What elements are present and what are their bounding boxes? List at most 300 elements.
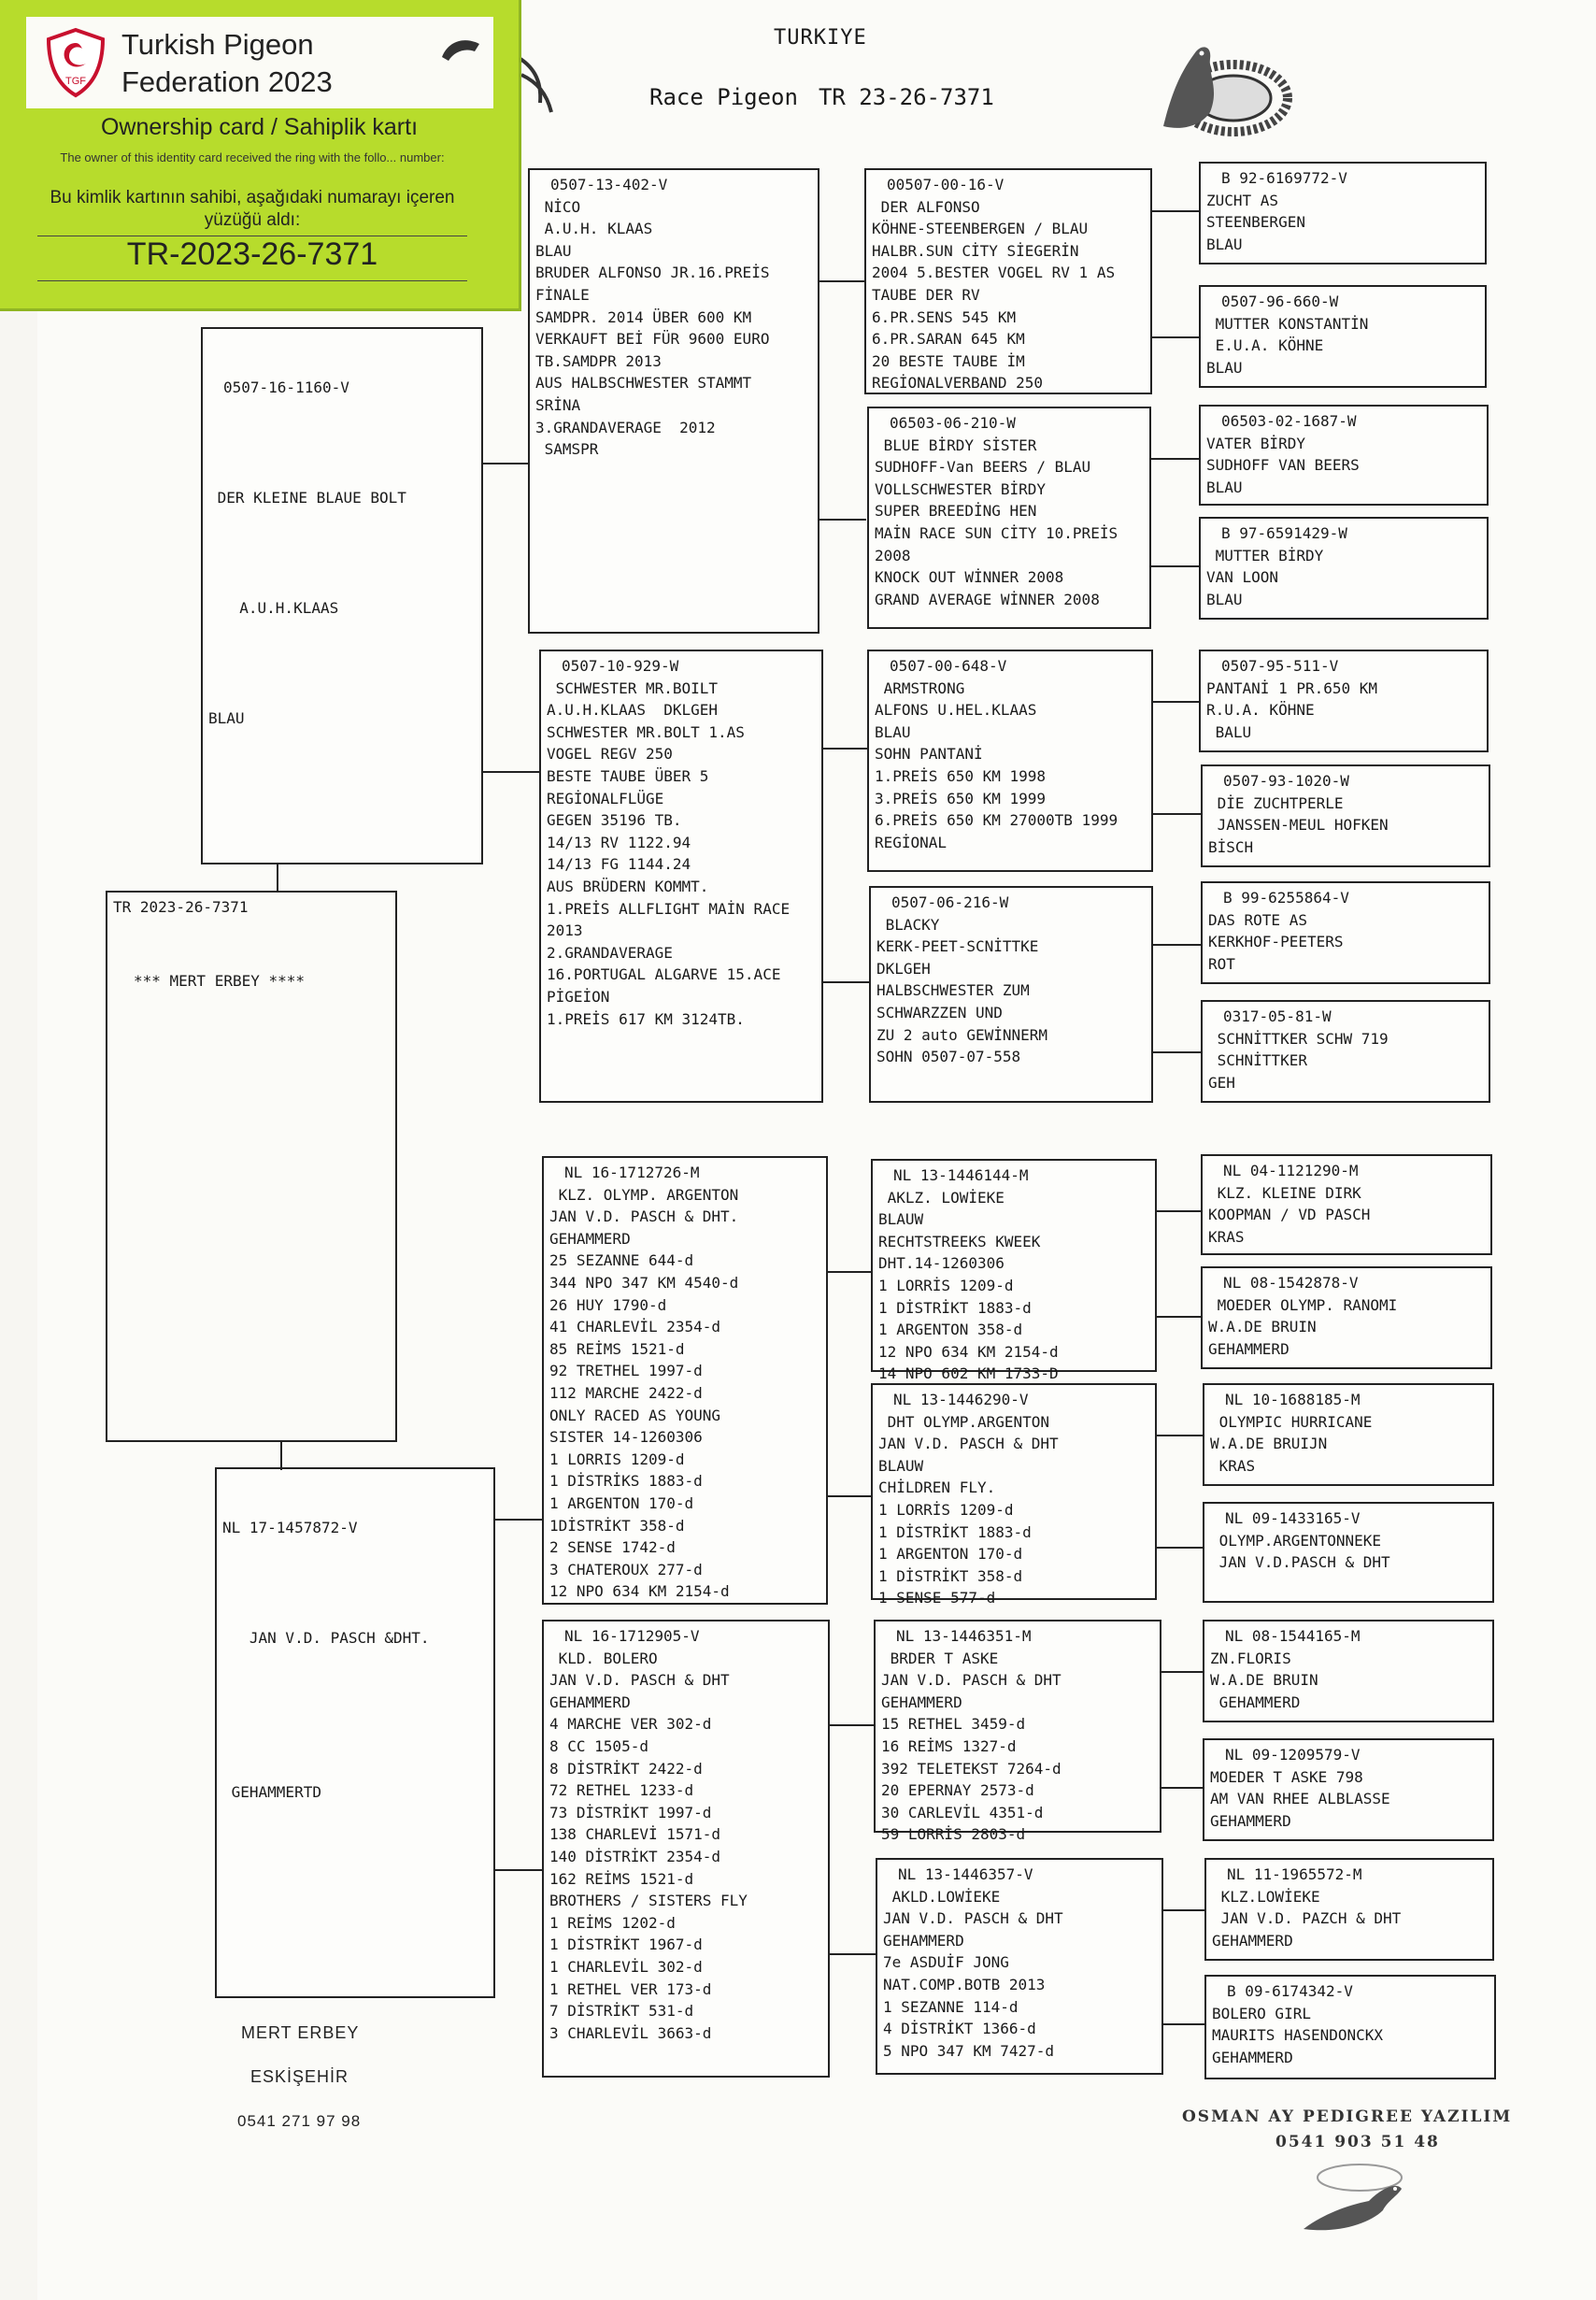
pedigree-line: BOLERO GIRL (1212, 2004, 1311, 2022)
pedigree-line: 2013 (547, 921, 583, 940)
pedigree-ring: 0507-10-929-W (562, 657, 679, 675)
pedigree-ring: NL 08-1542878-V (1223, 1274, 1359, 1292)
pedigree-line: GEH (1208, 1073, 1235, 1092)
pedigree-line: AUS HALBSCHWESTER STAMMT (535, 374, 752, 393)
connector-line (1163, 2023, 1205, 2025)
pedigree-line: 16.PORTUGAL ALGARVE 15.ACE (547, 965, 781, 984)
pedigree-line: FİNALE (535, 285, 590, 304)
pedigree-box (1203, 1383, 1494, 1486)
pedigree-box (869, 886, 1153, 1103)
pedigree-line: 8 CC 1505-d (549, 1736, 648, 1755)
pedigree-line: 1.PREİS 650 KM 1998 (875, 766, 1047, 785)
pedigree-ring: NL 10-1688185-M (1225, 1391, 1361, 1408)
pedigree-line: 15 RETHEL 3459-d (881, 1715, 1026, 1734)
pedigree-line: VOGEL REGV 250 (547, 745, 673, 764)
pedigree-line: JAN V.D.PASCH & DHT (1210, 1553, 1390, 1572)
pedigree-line: 1 DİSTRİKS 1883-d (549, 1472, 703, 1491)
connector-line (830, 1724, 875, 1726)
pedigree-line: MAURITS HASENDONCKX (1212, 2026, 1384, 2045)
pedigree-line: STEENBERGEN (1206, 213, 1305, 232)
pedigree-line: KLZ. KLEINE DIRK (1208, 1183, 1361, 1202)
pedigree-box (1199, 162, 1487, 264)
pedigree-line: GEHAMMERD (549, 1229, 631, 1248)
pedigree-ring: 0507-95-511-V (1221, 657, 1339, 675)
federation-logo-icon (43, 26, 108, 99)
pedigree-line: 1 DİSTRİKT 1883-d (878, 1522, 1032, 1541)
pedigree-box (542, 1156, 828, 1605)
pedigree-ring: 00507-00-16-V (887, 176, 1005, 193)
pedigree-line: 1 RETHEL VER 173-d (549, 1979, 712, 1998)
pedigree-line: ZN.FLORIS (1210, 1649, 1291, 1667)
pedigree-line: A.U.H. KLAAS (535, 220, 653, 238)
pedigree-line: HALBR.SUN CİTY SİEGERİN (872, 241, 1079, 260)
pedigree-line: MAİN RACE SUN CİTY 10.PREİS (875, 523, 1119, 542)
pedigree-line: VERKAUFT BEİ FÜR 9600 EURO (535, 330, 770, 349)
pedigree-line: 8 DİSTRİKT 2422-d (549, 1759, 703, 1778)
connector-line (1157, 1316, 1202, 1318)
footer-software: OSMAN AY PEDIGREE YAZILIM (1182, 2107, 1513, 2126)
connector-line (277, 864, 278, 893)
pedigree-ring: NL 17-1457872-V (222, 1519, 358, 1537)
pedigree-line: 4 DİSTRİKT 1366-d (883, 2020, 1036, 2038)
connector-line (1151, 458, 1200, 460)
pedigree-line: BLUE BİRDY SİSTER (875, 436, 1037, 454)
pedigree-line: DKLGEH (876, 959, 931, 978)
pedigree-line: JAN V.D. PASCH & DHT (549, 1671, 730, 1690)
pedigree-box (876, 1858, 1163, 2075)
page-title (649, 84, 994, 110)
pedigree-line: R.U.A. KÖHNE (1206, 701, 1315, 720)
pedigree-line: 14/13 RV 1122.94 (547, 833, 691, 851)
pedigree-line: BLACKY (876, 915, 940, 934)
pedigree-line: ARMSTRONG (875, 679, 965, 697)
pedigree-line: 25 SEZANNE 644-d (549, 1251, 694, 1270)
pedigree-line: 1 DİSTRİKT 1967-d (549, 1936, 703, 1954)
pedigree-line: 1 CHARLEVİL 302-d (549, 1957, 703, 1976)
pedigree-box (1204, 1975, 1496, 2079)
pedigree-line: 5 NPO 347 KM 7427-d (883, 2041, 1055, 2060)
pedigree-line: KLZ.LOWİEKE (1212, 1887, 1320, 1906)
connector-line (828, 1495, 873, 1497)
pedigree-ring: 0507-13-402-V (550, 176, 668, 193)
pedigree-line: KLD. BOLERO (549, 1649, 658, 1667)
connector-line (1152, 210, 1199, 212)
pedigree-ring: NL 09-1433165-V (1225, 1509, 1361, 1527)
card-federation-line2: Federation 2023 (121, 65, 333, 98)
pedigree-box (874, 1620, 1161, 1844)
pedigree-line: 16 REİMS 1327-d (881, 1736, 1017, 1755)
pedigree-line: REGİONALVERBAND 250 (872, 374, 1044, 393)
pedigree-box (1201, 881, 1490, 984)
pedigree-line: SCHWESTER MR.BOLT 1.AS (547, 722, 745, 741)
connector-line (1163, 1909, 1205, 1911)
pedigree-box (867, 407, 1151, 629)
pedigree-line: 1.PREİS ALLFLIGHT MAİN RACE (547, 899, 791, 918)
connector-line (1152, 336, 1199, 338)
subject-owner: *** MERT ERBEY **** (134, 972, 306, 990)
pedigree-line: 92 TRETHEL 1997-d (549, 1362, 703, 1380)
pedigree-line: 6.PR.SENS 545 KM (872, 307, 1017, 326)
pigeon-logo-icon (1145, 33, 1294, 140)
pedigree-line: 7 DİSTRİKT 531-d (549, 2002, 694, 2021)
pedigree-line: NİCO (535, 197, 581, 216)
pedigree-line: 138 CHARLEVİ 1571-d (549, 1825, 721, 1844)
pedigree-ring: 06503-02-1687-W (1221, 412, 1357, 430)
pedigree-line: AKLD.LOWİEKE (883, 1887, 1001, 1906)
pedigree-ring: B 99-6255864-V (1223, 889, 1349, 907)
pedigree-line: HALBSCHWESTER ZUM (876, 981, 1030, 1000)
pedigree-line: 12 NPO 634 KM 2154-d (878, 1342, 1059, 1361)
pedigree-line: VAN LOON (1206, 568, 1279, 587)
footer-owner-name: MERT ERBEY (241, 2023, 360, 2042)
pedigree-line: SAMDPR. 2014 ÜBER 600 KM (535, 307, 752, 326)
pedigree-line: DER ALFONSO (872, 197, 980, 216)
pedigree-line: 1 LORRIS 1209-d (549, 1450, 685, 1468)
pedigree-line: SUPER BREEDİNG HEN (875, 502, 1037, 521)
connector-line (483, 463, 530, 464)
pedigree-line: ONLY RACED AS YOUNG (549, 1406, 721, 1424)
pedigree-line: SCHWESTER MR.BOILT (547, 679, 719, 697)
pedigree-line: SUDHOFF VAN BEERS (1206, 456, 1360, 475)
pedigree-box (864, 168, 1152, 394)
pedigree-ring: NL 13-1446357-V (898, 1865, 1033, 1883)
pedigree-line: JANSSEN-MEUL HOFKEN (1208, 816, 1389, 835)
card-text-en: The owner of this identity card received the ring with the follo... number: (60, 150, 445, 164)
pedigree-line: BİSCH (1208, 837, 1254, 856)
pedigree-line: BALU (1206, 722, 1252, 741)
pedigree-line: OLYMPIC HURRICANE (1210, 1412, 1373, 1431)
footer-phone: 0541 271 97 98 (237, 2112, 362, 2130)
pedigree-line: KOOPMAN / VD PASCH (1208, 1206, 1371, 1224)
pedigree-line: 2004 5.BESTER VOGEL RV 1 AS (872, 264, 1116, 282)
connector-line (819, 280, 866, 282)
pedigree-line: JAN V.D. PASCH & DHT (878, 1435, 1059, 1453)
card-text-tr: Bu kimlik kartının sahibi, aşağıdaki numarayı içeren yüzüğü aldı: (50, 188, 455, 230)
pedigree-box (871, 1159, 1157, 1383)
pedigree-line: 1 ARGENTON 358-d (878, 1321, 1023, 1339)
pedigree-ring: 0507-93-1020-W (1223, 772, 1349, 790)
pedigree-line: DAS ROTE AS (1208, 910, 1307, 929)
country-header: TURKIYE (774, 26, 867, 50)
connector-line (1153, 813, 1202, 815)
pedigree-line: GEHAMMERD (549, 1693, 631, 1711)
pedigree-line: GEHAMMERD (1212, 2048, 1293, 2066)
pedigree-ring: 06503-06-210-W (890, 414, 1016, 432)
card-federation-line1: Turkish Pigeon (121, 28, 314, 61)
pedigree-line: JAN V.D. PASCH & DHT (881, 1671, 1062, 1690)
pedigree-line: 1 SENSE 577-d (878, 1589, 996, 1607)
pedigree-line: 3 CHATEROUX 277-d (549, 1560, 703, 1579)
pedigree-line: TB.SAMDPR 2013 (535, 351, 662, 370)
pedigree-line: KÖHNE-STEENBERGEN / BLAU (872, 220, 1089, 238)
pedigree-box (1201, 764, 1490, 867)
pedigree-line: REGİONALFLÜGE (547, 789, 664, 807)
pedigree-line: GEHAMMERD (881, 1693, 962, 1711)
pedigree-line: AKLZ. LOWİEKE (878, 1188, 1005, 1207)
pedigree-line: 6.PR.SARAN 645 KM (872, 330, 1025, 349)
pedigree-line: SOHN 0507-07-558 (876, 1048, 1021, 1066)
pedigree-line: 1DİSTRİKT 358-d (549, 1516, 685, 1535)
pedigree-line: SAMSPR (535, 440, 599, 459)
pedigree-line: BLAU (208, 709, 245, 728)
pedigree-line: BLAU (1206, 235, 1243, 253)
connector-line (823, 748, 868, 750)
pedigree-box (1204, 1858, 1494, 1961)
pedigree-line: BLAU (875, 722, 911, 741)
pedigree-line: 1 ARGENTON 170-d (549, 1493, 694, 1512)
pedigree-line: BLAU (1206, 358, 1243, 377)
pedigree-box (1199, 517, 1489, 620)
pedigree-line: KLZ. OLYMP. ARGENTON (549, 1185, 739, 1204)
pedigree-box (1199, 285, 1487, 388)
connector-line (1153, 701, 1200, 703)
pedigree-line: 2 SENSE 1742-d (549, 1538, 676, 1557)
pedigree-box (867, 650, 1153, 872)
pedigree-line: GEHAMMERD (1208, 1339, 1290, 1358)
connector-line (828, 1271, 873, 1273)
pedigree-line: 7e ASDUİF JONG (883, 1953, 1009, 1972)
card-header (26, 17, 493, 108)
connector-line (1151, 565, 1200, 567)
connector-line (1157, 1435, 1204, 1436)
pedigree-line: 1 REİMS 1202-d (549, 1913, 676, 1932)
pedigree-ring: 0507-96-660-W (1221, 293, 1339, 310)
pedigree-line: 1 DİSTRİKT 358-d (878, 1566, 1023, 1585)
pedigree-box (1199, 650, 1489, 752)
title-text: Race Pigeon (649, 84, 798, 110)
pedigree-ring: NL 09-1209579-V (1225, 1746, 1361, 1764)
pedigree-line: DER KLEINE BLAUE BOLT (208, 489, 406, 507)
card-heading: Ownership card / Sahiplik kartı (100, 114, 419, 140)
pedigree-line: AM VAN RHEE ALBLASSE (1210, 1790, 1390, 1808)
pedigree-line: GEHAMMERD (1212, 1931, 1293, 1950)
pedigree-line: OLYMP.ARGENTONNEKE (1210, 1531, 1382, 1550)
pedigree-line: VATER BİRDY (1206, 434, 1305, 452)
pedigree-line: 1 ARGENTON 170-d (878, 1545, 1023, 1564)
pedigree-line: PİGEİON (547, 987, 610, 1006)
pedigree-box (1203, 1502, 1494, 1603)
pedigree-box (871, 1383, 1157, 1607)
footer-city: ESKİŞEHİR (250, 2067, 349, 2086)
pedigree-line: 20 EPERNAY 2573-d (881, 1781, 1034, 1800)
pedigree-line: GEHAMMERTD (222, 1783, 321, 1802)
ownership-card (0, 0, 521, 311)
pedigree-line: SCHNİTTKER (1208, 1051, 1307, 1070)
pedigree-box (542, 1620, 830, 2078)
pedigree-line: MOEDER OLYMP. RANOMI (1208, 1295, 1398, 1314)
card-ring-number: TR-2023-26-7371 (126, 236, 378, 272)
card-divider (37, 280, 467, 281)
pedigree-line: 20 BESTE TAUBE İM (872, 351, 1025, 370)
pedigree-line: KNOCK OUT WİNNER 2008 (875, 568, 1064, 587)
pedigree-box (539, 650, 823, 1103)
pedigree-line: E.U.A. KÖHNE (1206, 336, 1324, 355)
pedigree-line: 1 LORRİS 1209-d (878, 1500, 1014, 1519)
connector-line (495, 1869, 544, 1871)
pedigree-ring: 0507-16-1160-V (223, 379, 349, 397)
pedigree-ring: NL 13-1446144-M (893, 1166, 1029, 1184)
pedigree-line: 3 CHARLEVİL 3663-d (549, 2023, 712, 2042)
pigeon-logo-small-icon (514, 47, 570, 117)
pedigree-box (1203, 1738, 1494, 1841)
pedigree-line: MUTTER KONSTANTİN (1206, 314, 1369, 333)
pedigree-line: 140 DİSTRİKT 2354-d (549, 1847, 721, 1865)
pedigree-line: 344 NPO 347 KM 4540-d (549, 1273, 739, 1292)
pedigree-line: CHİLDREN FLY. (878, 1479, 996, 1497)
connector-line (1161, 1787, 1204, 1789)
pedigree-line: ALFONS U.HEL.KLAAS (875, 701, 1037, 720)
pedigree-line: BLAU (1206, 590, 1243, 608)
pedigree-line: SISTER 14-1260306 (549, 1428, 703, 1447)
pedigree-line: A.U.H.KLAAS (221, 599, 339, 618)
pedigree-line: BLAUW (878, 1210, 924, 1229)
pedigree-ring: NL 16-1712726-M (564, 1164, 700, 1181)
pedigree-line: GEHAMMERD (1210, 1811, 1291, 1830)
pedigree-ring: 0507-06-216-W (891, 893, 1009, 911)
pedigree-line: 26 HUY 1790-d (549, 1295, 667, 1314)
pedigree-box (1199, 405, 1489, 506)
pedigree-line: DHT OLYMP.ARGENTON (878, 1412, 1050, 1431)
pedigree-ring: NL 11-1965572-M (1227, 1865, 1362, 1883)
pedigree-line: 1 LORRİS 1209-d (878, 1276, 1014, 1294)
pedigree-line: TAUBE DER RV (872, 285, 980, 304)
pedigree-line: 59 LORRİS 2803-d (881, 1825, 1026, 1844)
pedigree-line: SRİNA (535, 395, 581, 414)
pedigree-line: BESTE TAUBE ÜBER 5 (547, 766, 709, 785)
pedigree-line: DİE ZUCHTPERLE (1208, 793, 1344, 812)
pedigree-line: 112 MARCHE 2422-d (549, 1383, 703, 1402)
pedigree-box (1201, 1266, 1492, 1369)
pedigree-line: SOHN PANTANİ (875, 745, 983, 764)
pedigree-line: 3.PREİS 650 KM 1999 (875, 789, 1047, 807)
pedigree-line: VOLLSCHWESTER BİRDY (875, 479, 1047, 498)
pedigree-line: MOEDER T ASKE 798 (1210, 1767, 1363, 1786)
card-stamp-icon (437, 31, 484, 68)
pedigree-line: 2.GRANDAVERAGE (547, 943, 673, 962)
pedigree-line: BLAUW (878, 1456, 924, 1475)
connector-line (280, 1442, 282, 1470)
pedigree-line: GEHAMMERD (883, 1931, 964, 1950)
pedigree-line: ZUCHT AS (1206, 191, 1279, 209)
sire-box (201, 327, 483, 864)
pedigree-line: JAN V.D. PASCH & DHT. (549, 1207, 739, 1226)
connector-line (823, 981, 870, 983)
pedigree-line: BLAU (1206, 478, 1243, 496)
connector-line (830, 1953, 876, 1955)
pedigree-box (1201, 1000, 1490, 1103)
pedigree-ring: B 92-6169772-V (1221, 169, 1347, 187)
connector-line (495, 1519, 544, 1521)
connector-line (1153, 944, 1202, 946)
pedigree-line: JAN V.D. PAZCH & DHT (1212, 1909, 1402, 1928)
pedigree-line: 85 REİMS 1521-d (549, 1339, 685, 1358)
pedigree-line: 73 DİSTRİKT 1997-d (549, 1803, 712, 1821)
pedigree-line: BROTHERS / SISTERS FLY (549, 1892, 748, 1910)
connector-line (819, 519, 866, 521)
pedigree-line: W.A.DE BRUIN (1208, 1318, 1317, 1336)
pedigree-line: BRUDER ALFONSO JR.16.PREİS (535, 264, 770, 282)
pedigree-line: MUTTER BİRDY (1206, 546, 1324, 564)
connector-line (1157, 1547, 1204, 1549)
pedigree-line: BRDER T ASKE (881, 1649, 999, 1667)
pedigree-line: 30 CARLEVİL 4351-d (881, 1803, 1044, 1821)
pedigree-line: 14 NPO 602 KM 1733-D (878, 1364, 1059, 1383)
connector-line (1153, 1051, 1202, 1053)
pedigree-line: JAN V.D. PASCH & DHT (883, 1909, 1063, 1928)
pedigree-line: AUS BRÜDERN KOMMT. (547, 877, 709, 895)
pedigree-line: KRAS (1210, 1456, 1256, 1475)
pedigree-box (1203, 1620, 1494, 1722)
footer-software-phone: 0541 903 51 48 (1275, 2133, 1440, 2151)
pedigree-ring: 0507-00-648-V (890, 657, 1007, 675)
pedigree-ring: B 09-6174342-V (1227, 1982, 1353, 2000)
pedigree-ring: 0317-05-81-W (1223, 1007, 1332, 1025)
pedigree-line: W.A.DE BRUIJN (1210, 1435, 1328, 1453)
pedigree-line: GEHAMMERD (1210, 1693, 1301, 1711)
pedigree-line: 1.PREİS 617 KM 3124TB. (547, 1009, 745, 1028)
pedigree-line: 14/13 FG 1144.24 (547, 855, 691, 874)
connector-line (1161, 1671, 1204, 1673)
pedigree-ring: NL 13-1446290-V (893, 1391, 1029, 1408)
pedigree-ring: NL 13-1446351-M (896, 1627, 1032, 1645)
pedigree-line: KERKHOF-PEETERS (1208, 933, 1344, 951)
pedigree-box (1201, 1154, 1492, 1255)
pedigree-line: 12 NPO 634 KM 2154-d (549, 1582, 730, 1601)
pedigree-line: 2008 (875, 546, 911, 564)
pedigree-line: JAN V.D. PASCH &DHT. (222, 1629, 430, 1648)
pedigree-ring: B 97-6591429-W (1221, 524, 1347, 542)
footer-pigeon-icon (1294, 2150, 1416, 2238)
connector-line (483, 771, 541, 773)
pedigree-line: KERK-PEET-SCNİTTKE (876, 937, 1039, 956)
pedigree-line: SCHWARZZEN UND (876, 1003, 1003, 1021)
pedigree-line: REGİONAL (875, 833, 948, 851)
pedigree-line: KRAS (1208, 1227, 1245, 1246)
pedigree-line: 1 SEZANNE 114-d (883, 1997, 1019, 2016)
subject-box (106, 891, 397, 1442)
pedigree-line: 392 TELETEKST 7264-d (881, 1759, 1062, 1778)
pedigree-line: DHT.14-1260306 (878, 1254, 1005, 1273)
pedigree-line: 6.PREİS 650 KM 27000TB 1999 (875, 811, 1119, 830)
pedigree-line: ZU 2 auto GEWİNNERM (876, 1025, 1048, 1044)
subject-ring: TR 2023-26-7371 (113, 898, 249, 916)
pedigree-line: 162 REİMS 1521-d (549, 1869, 694, 1888)
pedigree-line: GEGEN 35196 TB. (547, 811, 682, 830)
pedigree-line: 1 DİSTRİKT 1883-d (878, 1298, 1032, 1317)
pedigree-ring: NL 08-1544165-M (1225, 1627, 1361, 1645)
pedigree-ring: NL 04-1121290-M (1223, 1162, 1359, 1179)
pedigree-line: BLAU (535, 241, 572, 260)
pedigree-line: 41 CHARLEVİL 2354-d (549, 1318, 721, 1336)
pedigree-line: SUDHOFF-Van BEERS / BLAU (875, 458, 1091, 477)
pedigree-line: A.U.H.KLAAS DKLGEH (547, 701, 719, 720)
title-ring: TR 23-26-7371 (818, 84, 994, 110)
pedigree-line: GRAND AVERAGE WİNNER 2008 (875, 590, 1100, 608)
pedigree-line: PANTANİ 1 PR.650 KM (1206, 679, 1378, 697)
pedigree-line: 3.GRANDAVERAGE 2012 (535, 418, 716, 436)
pedigree-line: ROT (1208, 954, 1235, 973)
svg-text:TGF: TGF (65, 76, 86, 87)
connector-line (1157, 1210, 1202, 1212)
pedigree-line: NAT.COMP.BOTB 2013 (883, 1975, 1046, 1993)
card-federation (121, 26, 333, 101)
pedigree-line: 4 MARCHE VER 302-d (549, 1715, 712, 1734)
pedigree-line: W.A.DE BRUIN (1210, 1671, 1318, 1690)
pedigree-ring: NL 16-1712905-V (564, 1627, 700, 1645)
pedigree-line: RECHTSTREEKS KWEEK (878, 1232, 1041, 1250)
pedigree-line: 72 RETHEL 1233-d (549, 1781, 694, 1800)
pedigree-box (528, 168, 819, 634)
